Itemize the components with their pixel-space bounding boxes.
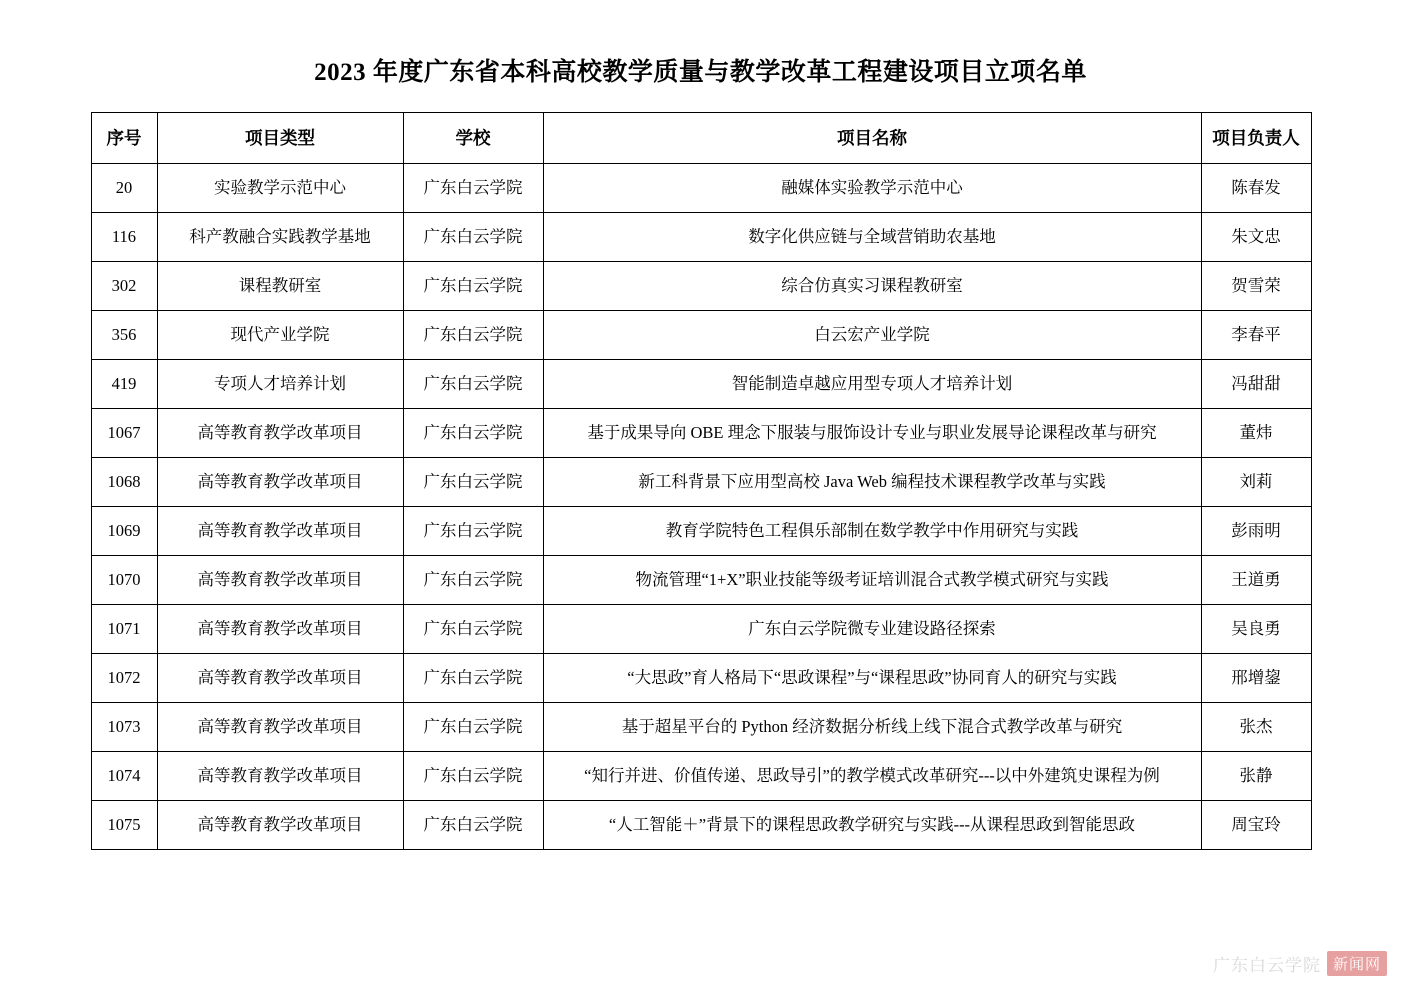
cell-type: 科产教融合实践教学基地 [157, 213, 403, 262]
cell-name: 基于超星平台的 Python 经济数据分析线上线下混合式教学改革与研究 [543, 703, 1201, 752]
table-row [91, 409, 1311, 458]
cell-name: “人工智能＋”背景下的课程思政教学研究与实践---从课程思政到智能思政 [543, 801, 1201, 850]
column-header-school: 学校 [403, 113, 543, 164]
cell-type: 实验教学示范中心 [157, 164, 403, 213]
cell-seq: 1073 [91, 703, 157, 752]
cell-name: 综合仿真实习课程教研室 [543, 262, 1201, 311]
cell-name: 白云宏产业学院 [543, 311, 1201, 360]
cell-name: “大思政”育人格局下“思政课程”与“课程思政”协同育人的研究与实践 [543, 654, 1201, 703]
cell-leader: 贺雪荣 [1201, 262, 1311, 311]
cell-school: 广东白云学院 [403, 311, 543, 360]
cell-school: 广东白云学院 [403, 458, 543, 507]
cell-type: 高等教育教学改革项目 [157, 654, 403, 703]
table-row [91, 654, 1311, 703]
watermark-text: 广东白云学院 [1212, 955, 1321, 975]
cell-seq: 1070 [91, 556, 157, 605]
table-row [91, 801, 1311, 850]
table-row [91, 164, 1311, 213]
project-list-table-wrapper [91, 112, 1311, 850]
cell-seq: 20 [91, 164, 157, 213]
cell-type: 高等教育教学改革项目 [157, 801, 403, 850]
cell-type: 高等教育教学改革项目 [157, 605, 403, 654]
cell-name: 数字化供应链与全域营销助农基地 [543, 213, 1201, 262]
cell-leader: 朱文忠 [1201, 213, 1311, 262]
cell-seq: 1072 [91, 654, 157, 703]
table-row [91, 213, 1311, 262]
cell-seq: 1075 [91, 801, 157, 850]
cell-school: 广东白云学院 [403, 164, 543, 213]
cell-school: 广东白云学院 [403, 507, 543, 556]
page-title: 2023 年度广东省本科高校教学质量与教学改革工程建设项目立项名单 [314, 59, 1087, 86]
table-body [91, 164, 1311, 850]
cell-type: 高等教育教学改革项目 [157, 752, 403, 801]
cell-leader: 董炜 [1201, 409, 1311, 458]
cell-leader: 吴良勇 [1201, 605, 1311, 654]
cell-leader: 张静 [1201, 752, 1311, 801]
cell-seq: 419 [91, 360, 157, 409]
cell-school: 广东白云学院 [403, 409, 543, 458]
column-header-type: 项目类型 [157, 113, 403, 164]
column-header-seq: 序号 [91, 113, 157, 164]
watermark [1213, 946, 1387, 980]
cell-leader: 彭雨明 [1201, 507, 1311, 556]
cell-name: 新工科背景下应用型高校 Java Web 编程技术课程教学改革与实践 [543, 458, 1201, 507]
column-header-leader: 项目负责人 [1201, 113, 1311, 164]
table-row [91, 703, 1311, 752]
cell-seq: 302 [91, 262, 157, 311]
cell-school: 广东白云学院 [403, 703, 543, 752]
watermark-badge: 新闻网 [1327, 951, 1387, 976]
project-list-table [91, 112, 1312, 850]
table-row [91, 360, 1311, 409]
cell-name: “知行并进、价值传递、思政导引”的教学模式改革研究---以中外建筑史课程为例 [543, 752, 1201, 801]
cell-type: 高等教育教学改革项目 [157, 556, 403, 605]
cell-leader: 王道勇 [1201, 556, 1311, 605]
cell-leader: 刘莉 [1201, 458, 1311, 507]
cell-school: 广东白云学院 [403, 752, 543, 801]
cell-name: 智能制造卓越应用型专项人才培养计划 [543, 360, 1201, 409]
table-row [91, 507, 1311, 556]
cell-seq: 1068 [91, 458, 157, 507]
cell-leader: 陈春发 [1201, 164, 1311, 213]
cell-school: 广东白云学院 [403, 262, 543, 311]
cell-leader: 周宝玲 [1201, 801, 1311, 850]
cell-seq: 1074 [91, 752, 157, 801]
cell-leader: 邢增鋆 [1201, 654, 1311, 703]
cell-type: 高等教育教学改革项目 [157, 507, 403, 556]
cell-seq: 1069 [91, 507, 157, 556]
cell-type: 专项人才培养计划 [157, 360, 403, 409]
cell-seq: 1067 [91, 409, 157, 458]
table-header [91, 113, 1311, 164]
table-row [91, 605, 1311, 654]
cell-school: 广东白云学院 [403, 801, 543, 850]
table-row [91, 752, 1311, 801]
cell-name: 教育学院特色工程俱乐部制在数学教学中作用研究与实践 [543, 507, 1201, 556]
table-row [91, 458, 1311, 507]
cell-school: 广东白云学院 [403, 556, 543, 605]
cell-leader: 李春平 [1201, 311, 1311, 360]
cell-name: 融媒体实验教学示范中心 [543, 164, 1201, 213]
cell-name: 基于成果导向 OBE 理念下服装与服饰设计专业与职业发展导论课程改革与研究 [543, 409, 1201, 458]
cell-school: 广东白云学院 [403, 605, 543, 654]
cell-name: 广东白云学院微专业建设路径探索 [543, 605, 1201, 654]
table-header-row [91, 113, 1311, 164]
table-row [91, 311, 1311, 360]
cell-type: 课程教研室 [157, 262, 403, 311]
cell-type: 高等教育教学改革项目 [157, 458, 403, 507]
cell-seq: 1071 [91, 605, 157, 654]
cell-seq: 116 [91, 213, 157, 262]
cell-type: 高等教育教学改革项目 [157, 703, 403, 752]
cell-leader: 张杰 [1201, 703, 1311, 752]
cell-name: 物流管理“1+X”职业技能等级考证培训混合式教学模式研究与实践 [543, 556, 1201, 605]
column-header-name: 项目名称 [543, 113, 1201, 164]
cell-type: 高等教育教学改革项目 [157, 409, 403, 458]
table-row [91, 262, 1311, 311]
cell-school: 广东白云学院 [403, 213, 543, 262]
cell-seq: 356 [91, 311, 157, 360]
cell-school: 广东白云学院 [403, 654, 543, 703]
cell-school: 广东白云学院 [403, 360, 543, 409]
cell-leader: 冯甜甜 [1201, 360, 1311, 409]
table-row [91, 556, 1311, 605]
cell-type: 现代产业学院 [157, 311, 403, 360]
